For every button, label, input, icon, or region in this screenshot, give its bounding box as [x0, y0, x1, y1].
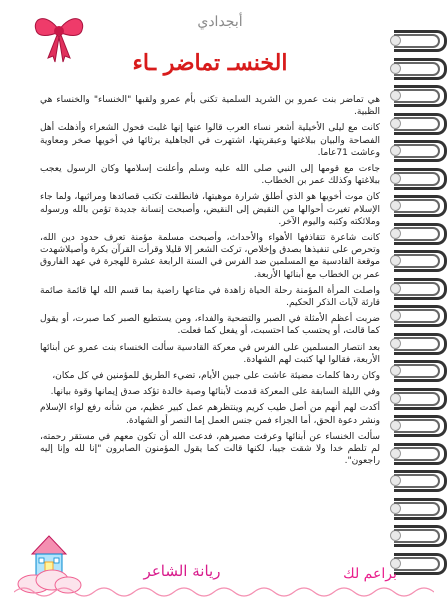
spiral-ring — [388, 523, 444, 545]
paragraph: هي تماضر بنت عمرو بن الشريد السلمية تكنى بأم عمرو ولقبها "الخنساء" والخنساء هي الظبية. — [40, 95, 380, 118]
site-brand: براعم لك — [343, 566, 397, 582]
spiral-ring — [388, 386, 444, 408]
spiral-ring — [388, 111, 444, 133]
spiral-ring — [388, 138, 444, 160]
spiral-ring — [388, 496, 444, 518]
spiral-ring — [388, 221, 444, 243]
ribbon-bow-icon — [28, 6, 90, 68]
spiral-ring — [388, 28, 444, 50]
paragraph: واصلت المرأة المؤمنة رحلة الحياة زاهدة في متاعها راضية بما قسم الله لها قائمة صائمة قارئة لآيات الذكر الحكيم. — [40, 285, 380, 309]
paragraph: ضربت أعظم الأمثلة في الصبر والتضحية والفداء، ومن يستطيع الصبر كما صبرت، أو يقول كما قالت، أو يحتسب كما احتسبت، أو يفعل كما فعلت. — [40, 314, 380, 337]
paragraph: كانت شاعرة تتقاذفها الأهواء والأحداث، وأصبحت مسلمة مؤمنة تعرف حدود دين الله، وتحرص على تنفيذها بصدق وإخلاص، تركت الشعر إلا قليلا وقرأت القرآن بكرة وأصيلاشهدت موقعة القادسية مع المسلمين ضد الفرس في السنة الرابعة عشرة للهجرة في عهد الفاروق عمر بن الخطاب مع أبنائها الأربعة. — [40, 233, 380, 280]
spiral-ring — [388, 358, 444, 380]
author-signature: ريانة الشاعر — [143, 562, 221, 580]
spiral-ring — [388, 83, 444, 105]
page-title: الخنسـ تماضر ـاء — [132, 50, 288, 76]
spiral-ring — [388, 468, 444, 490]
page-header: أبجدادي — [197, 14, 243, 30]
paragraph: كان موت أخويها هو الذي أطلق شرارة موهبتها، فانطلقت تكتب قصائدها ومراثيها، ولما جاء الإسلام تغيرت أحوالها من النقيض إلى النقيض، وأصبحت إنسانة جديدة تؤمن بالله ورسوله وملائكته وكتبه واليوم الآخر. — [40, 192, 380, 227]
spiral-ring — [388, 331, 444, 353]
spiral-ring — [388, 56, 444, 78]
paragraph: وكان ردها كلمات مضيئة عاشت على جبين الأيام، تضيء الطريق للمؤمنين في كل مكان، — [52, 371, 380, 382]
spiral-ring — [388, 413, 444, 435]
article-body — [40, 94, 380, 471]
paragraph: سألت الخنساء عن أبنائها وعرفت مصيرهم، فدعت الله أن تكون معهم في مستقر رحمته، لم تلطم خدا ولا شقت جيبا، لكنها قالت كما يقول المؤمنون الصابرون "إنا لله وإنا إليه راجعون". — [40, 431, 380, 467]
spiral-ring — [388, 303, 444, 325]
paragraph: بعد انتصار المسلمين على الفرس في معركة القادسية سألت الخنساء بنت عمرو عن أبنائها الأربعة، فقالوا لها كتبت لهم الشهادة. — [40, 342, 380, 365]
spiral-ring — [388, 441, 444, 463]
spiral-ring — [388, 248, 444, 270]
spiral-ring — [388, 193, 444, 215]
decorative-wave — [14, 582, 434, 602]
spiral-ring — [388, 166, 444, 188]
paragraph: وفي الليلة السابقة على المعركة قدمت لأبنائها وصية خالدة تؤكد صدق إيمانها وقوة بيانها. — [50, 387, 380, 398]
paragraph: أكدت لهم أنهم من أصل طيب كريم وينتظرهم عمل كبير عظيم، من شأنه رفع لواء الإسلام ونشر دعوة الحق، أما الجزاء فمن جنس العمل إما النصر أو الشهادة. — [40, 403, 380, 426]
paragraph: جاءت مع قومها إلى النبي صلى الله عليه وسلم وأعلنت إسلامها وكان الرسول يعجب ببلاغتها وكذلك عمر بن الخطاب. — [40, 164, 380, 187]
spiral-ring — [388, 276, 444, 298]
paragraph: كانت مع ليلى الأخيلية أشعر نساء العرب قالوا عنها إنها غلبت فحول الشعراء وأذهلت أهل الفصاحة والبيان ببلاغتها وعبقريتها، اشتهرت في الجاهلية برثائها في أخويها صخر ومعاوية وعاشت 71عاما. — [40, 123, 380, 158]
spiral-binding — [386, 28, 448, 588]
